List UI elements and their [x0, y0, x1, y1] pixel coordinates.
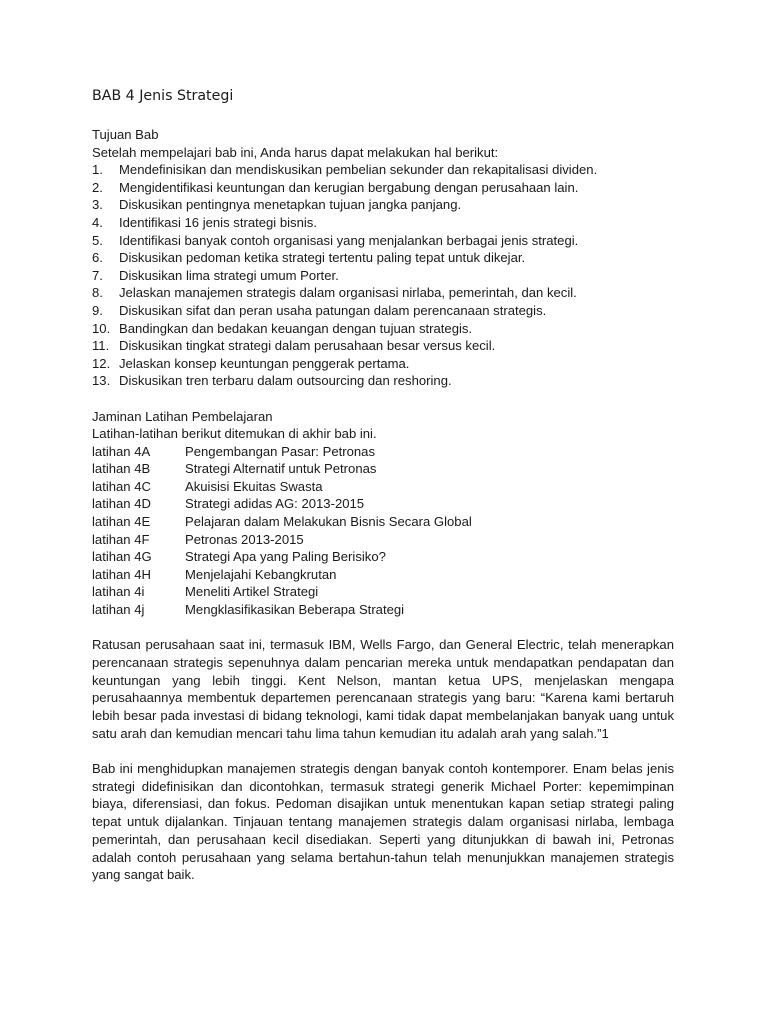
spacer — [92, 619, 674, 637]
item-number: 3. — [92, 197, 103, 213]
list-item — [92, 196, 674, 214]
item-number: 12. — [92, 355, 111, 371]
exercise-code: latihan 4D — [92, 496, 151, 512]
item-text: Identifikasi 16 jenis strategi bisnis. — [119, 214, 317, 230]
list-item — [92, 179, 674, 197]
list-item — [92, 284, 674, 302]
exercise-title: Menjelajahi Kebangkrutan — [185, 566, 337, 582]
objectives-intro: Setelah mempelajari bab ini, Anda harus dapat melakukan hal berikut: — [92, 144, 499, 160]
exercise-code: latihan 4C — [92, 478, 151, 494]
exercise-row — [92, 531, 674, 549]
spacer — [92, 390, 674, 408]
list-item — [92, 249, 674, 267]
body-paragraph: Ratusan perusahaan saat ini, termasuk IBM, Wells Fargo, dan General Electric, telah menerapkan perencanaan strategis sepenuhnya dalam pencarian mereka untuk mendapatkan pendapatan dan keuntungan yang lebih tinggi. Kent Nelson, mantan ketua UPS, menjelaskan mengapa perusahaannya membentuk departemen perencanaan strategis yang baru: “Karena kami bertaruh lebih besar pada investasi di bidang teknologi, kami tidak dapat membelanjakan banyak uang untuk satu arah dan kemudian mencari tahu lima tahun kemudian itu adalah arah yang salah.”1 — [92, 637, 674, 741]
item-text: Mendefinisikan dan mendiskusikan pembelian sekunder dan rekapitalisasi dividen. — [119, 162, 598, 178]
exercise-row — [92, 513, 674, 531]
exercise-title: Mengklasifikasikan Beberapa Strategi — [185, 602, 405, 618]
exercises-heading: Jaminan Latihan Pembelajaran — [92, 408, 273, 424]
item-text: Bandingkan dan bedakan keuangan dengan tujuan strategis. — [119, 320, 473, 336]
item-number: 4. — [92, 214, 103, 230]
objectives-list — [92, 161, 674, 390]
item-number: 2. — [92, 179, 103, 195]
item-text: Identifikasi banyak contoh organisasi yang menjalankan berbagai jenis strategi. — [119, 232, 579, 248]
item-number: 8. — [92, 285, 103, 301]
item-number: 1. — [92, 162, 103, 178]
item-number: 9. — [92, 302, 103, 318]
exercise-code: latihan 4j — [92, 602, 145, 618]
chapter-objectives — [92, 126, 674, 390]
item-text: Diskusikan tingkat strategi dalam perusahaan besar versus kecil. — [119, 338, 496, 354]
exercise-code: latihan 4G — [92, 549, 152, 565]
exercise-row — [92, 478, 674, 496]
item-number: 7. — [92, 267, 103, 283]
item-number: 11. — [92, 338, 110, 354]
objectives-heading: Tujuan Bab — [92, 127, 159, 142]
list-item — [92, 355, 674, 373]
item-text: Diskusikan lima strategi umum Porter. — [119, 267, 339, 283]
body-paragraph: Bab ini menghidupkan manajemen strategis dengan banyak contoh kontemporer. Enam belas jenis strategi didefinisikan dan dicontohkan, termasuk strategi generik Michael Porter: kepemimpinan biaya, diferensiasi, dan fokus. Pedoman disajikan untuk menentukan kapan setiap strategi paling tepat untuk dijalankan. Tinjauan tentang manajemen strategis dalam organisasi nirlaba, lembaga pemerintah, dan perusahaan kecil disediakan. Seperti yang ditunjukkan di bawah ini, Petronas adalah contoh perusahaan yang selama bertahun-tahun telah menunjukkan manajemen strategis yang sangat baik. — [92, 761, 674, 883]
exercise-code: latihan 4H — [92, 566, 151, 582]
exercise-row — [92, 460, 674, 478]
exercise-code: latihan 4E — [92, 514, 151, 530]
exercise-title: Strategi Alternatif untuk Petronas — [185, 461, 377, 477]
exercise-row — [92, 495, 674, 513]
exercise-title: Meneliti Artikel Strategi — [185, 584, 319, 600]
item-text: Jelaskan manajemen strategis dalam organisasi nirlaba, pemerintah, dan kecil. — [119, 285, 577, 301]
item-text: Jelaskan konsep keuntungan penggerak pertama. — [119, 355, 410, 371]
item-number: 10. — [92, 320, 111, 336]
item-text: Diskusikan tren terbaru dalam outsourcing dan reshoring. — [119, 373, 452, 389]
item-text: Mengidentifikasi keuntungan dan kerugian bergabung dengan perusahaan lain. — [119, 179, 579, 195]
exercise-code: latihan 4A — [92, 443, 151, 459]
document-page — [92, 86, 674, 884]
list-item — [92, 232, 674, 250]
list-item — [92, 161, 674, 179]
spacer — [92, 742, 674, 760]
exercise-row — [92, 443, 674, 461]
exercise-row — [92, 583, 674, 601]
exercise-row — [92, 548, 674, 566]
exercise-title: Pengembangan Pasar: Petronas — [185, 443, 375, 459]
exercise-title: Strategi Apa yang Paling Berisiko? — [185, 549, 386, 565]
exercise-code: latihan 4B — [92, 461, 151, 477]
exercise-title: Akuisisi Ekuitas Swasta — [185, 478, 323, 494]
list-item — [92, 267, 674, 285]
exercise-row — [92, 566, 674, 584]
exercises-section — [92, 408, 674, 619]
exercise-title: Pelajaran dalam Melakukan Bisnis Secara Global — [185, 514, 472, 530]
exercises-intro: Latihan-latihan berikut ditemukan di akhir bab ini. — [92, 426, 377, 442]
list-item — [92, 337, 674, 355]
item-number: 13. — [92, 373, 111, 389]
item-text: Diskusikan sifat dan peran usaha patungan dalam perencanaan strategis. — [119, 302, 547, 318]
list-item — [92, 372, 674, 390]
list-item — [92, 302, 674, 320]
exercise-title: Petronas 2013-2015 — [185, 531, 304, 547]
list-item — [92, 320, 674, 338]
exercise-row — [92, 601, 674, 619]
page-title: BAB 4 Jenis Strategi — [92, 88, 234, 104]
exercise-code: latihan 4F — [92, 531, 150, 547]
item-number: 6. — [92, 250, 103, 266]
exercise-title: Strategi adidas AG: 2013-2015 — [185, 496, 365, 512]
exercise-code: latihan 4i — [92, 584, 145, 600]
item-text: Diskusikan pedoman ketika strategi tertentu paling tepat untuk dikejar. — [119, 250, 526, 266]
list-item — [92, 214, 674, 232]
item-number: 5. — [92, 232, 103, 248]
item-text: Diskusikan pentingnya menetapkan tujuan jangka panjang. — [119, 197, 462, 213]
